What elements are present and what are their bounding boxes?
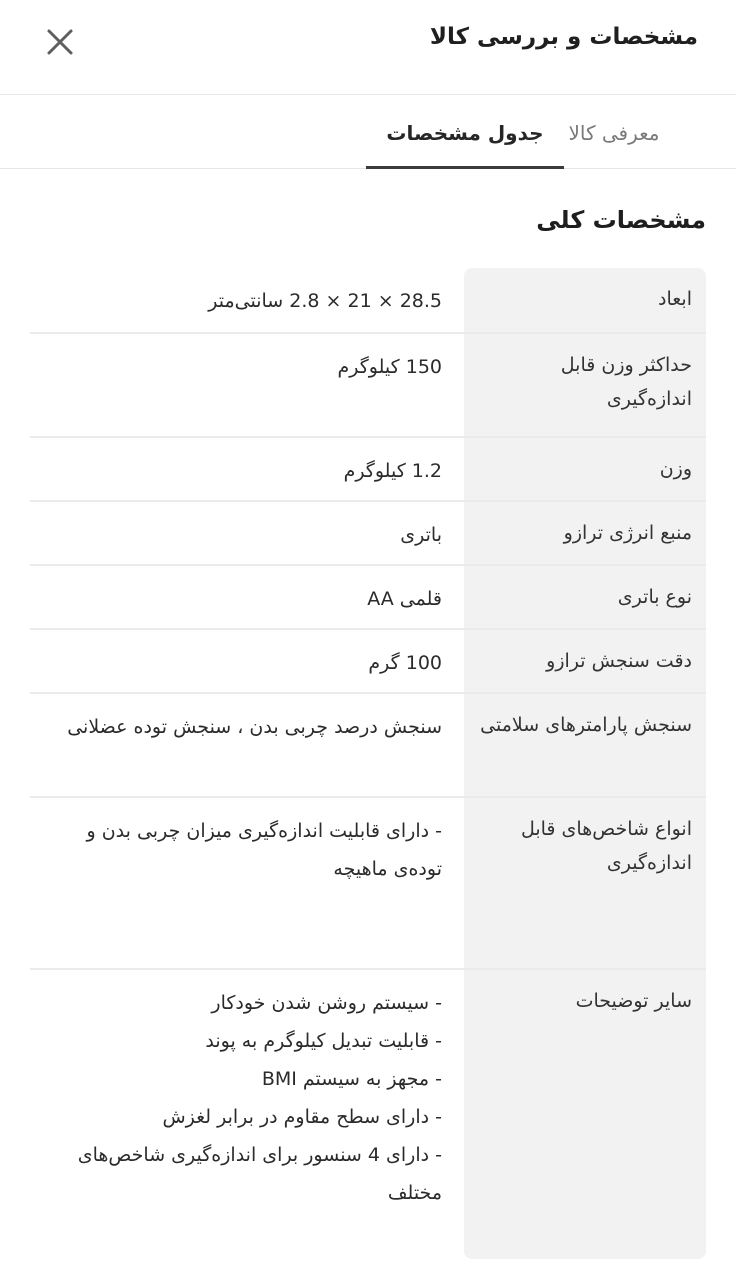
spec-label: منبع انرژی ترازو [563,522,692,544]
spec-value-line: 1.2 کیلوگرم [343,460,442,482]
spec-value [30,502,464,564]
page-header [0,0,736,95]
spec-value [30,694,464,796]
spec-row-battery-type [30,564,706,628]
section-title: مشخصات کلی [536,206,706,234]
spec-value-line: قلمی AA [367,588,442,610]
spec-value [30,630,464,692]
spec-row-health-params [30,692,706,796]
spec-value-line: باتری [400,524,442,546]
spec-value-line: 150 کیلوگرم [337,356,442,378]
spec-value-line: 28.5 × 21 × 2.8 سانتی‌متر [208,290,442,312]
spec-value [30,438,464,500]
spec-label: سنجش پارامترهای سلامتی [480,714,692,736]
spec-label: دقت سنجش ترازو [546,650,692,672]
spec-row-accuracy [30,628,706,692]
spec-value-line: - دارای قابلیت اندازه‌گیری میزان چربی بدن و توده‌ی ماهیچه [86,820,442,880]
spec-value [30,970,464,1254]
page-title: مشخصات و بررسی کالا [429,24,698,50]
spec-value [30,798,464,968]
spec-label: حداکثر وزن قابل اندازه‌گیری [560,354,692,410]
spec-value-line: - مجهز به سیستم BMI [261,1068,442,1090]
spec-value-line: 100 گرم [368,652,442,674]
tab-product-intro[interactable]: معرفی کالا [568,121,660,145]
spec-label: ابعاد [658,288,692,310]
spec-row-other-notes [30,968,706,1254]
spec-value-line: سنجش درصد چربی بدن ، سنجش توده عضلانی [67,716,442,738]
spec-row-measurable-indices [30,796,706,968]
tab-bar [0,95,736,169]
spec-value-line: - دارای 4 سنسور برای اندازه‌گیری شاخص‌های مختلف [77,1144,442,1204]
spec-value [30,566,464,628]
spec-value-line: - قابلیت تبدیل کیلوگرم به پوند [205,1030,442,1052]
spec-value-line: - سیستم روشن شدن خودکار [211,992,442,1014]
spec-row-power-source [30,500,706,564]
close-icon [40,22,80,62]
spec-label: نوع باتری [617,586,692,608]
spec-table [30,268,706,1254]
tab-spec-table[interactable]: جدول مشخصات [366,95,564,168]
spec-value [30,268,464,332]
spec-label: سایر توضیحات [575,990,692,1012]
spec-label: وزن [659,458,692,480]
spec-value-line: - دارای سطح مقاوم در برابر لغزش [162,1106,442,1128]
spec-row-dimensions [30,268,706,332]
spec-label: انواع شاخص‌های قابل اندازه‌گیری [520,818,692,874]
spec-value [30,334,464,436]
close-button[interactable] [40,22,80,62]
spec-row-max-weight [30,332,706,436]
spec-row-weight [30,436,706,500]
